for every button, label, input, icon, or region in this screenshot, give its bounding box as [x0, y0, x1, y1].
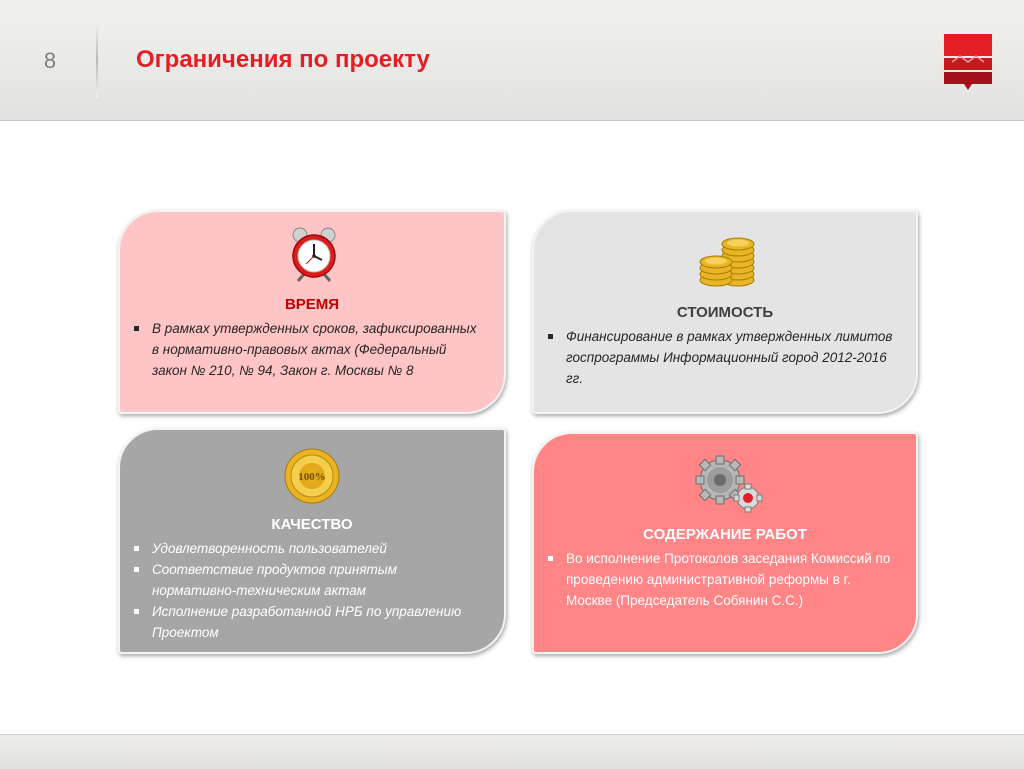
card-title-cost: СТОИМОСТЬ — [676, 304, 774, 321]
logo-icon — [944, 34, 992, 92]
card-title-scope: СОДЕРЖАНИЕ РАБОТ — [643, 526, 807, 543]
card-cost — [532, 210, 918, 414]
seal-text: 100% — [298, 471, 326, 483]
header-divider — [96, 22, 98, 98]
list-item: Финансирование в рамках утвержденных лимитов госпрограммы Информационный город 2012-2016 гг. — [546, 326, 896, 389]
list-item: Удовлетворенность пользователей — [132, 538, 482, 559]
card-quality — [118, 428, 506, 654]
page-title: Ограничения по проекту — [136, 46, 430, 73]
alarm-clock-icon — [290, 226, 338, 282]
card-time — [118, 210, 506, 414]
card-title-quality: КАЧЕСТВО — [271, 516, 353, 533]
list-item: Соответствие продуктов принятым нормативно-техническим актам — [132, 559, 482, 601]
gears-icon — [690, 452, 766, 514]
quality-seal-icon — [284, 448, 340, 504]
coins-icon — [698, 234, 758, 288]
card-list-scope — [546, 548, 896, 611]
list-item: В рамках утвержденных сроков, зафиксированных в нормативно-правовых актах (Федеральный закон № 210, № 94, Закон г. Москвы № 8 — [132, 318, 482, 381]
card-list-cost — [546, 326, 896, 389]
slide-number: 8 — [43, 48, 57, 73]
list-item: Исполнение разработанной НРБ по управлению Проектом — [132, 601, 482, 643]
card-list-quality — [132, 538, 482, 643]
list-item: Во исполнение Протоколов заседания Комиссий по проведению административной реформы в г. Москве (Председатель Собянин С.С.) — [546, 548, 896, 611]
card-title-time: ВРЕМЯ — [284, 296, 340, 313]
slide-header — [0, 0, 1024, 121]
card-list-time — [132, 318, 482, 381]
slide-footer — [0, 734, 1024, 769]
card-scope — [532, 432, 918, 654]
